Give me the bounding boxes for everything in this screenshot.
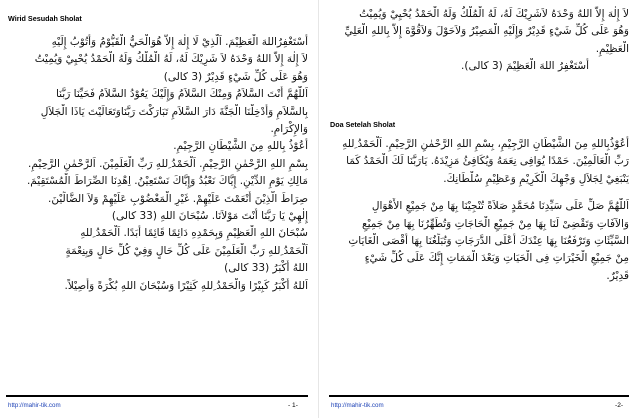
text-line: يَنْبَغِيْ لِجَلاَلِ وَجْهِكَ الْكَرِيْمِ وَعَظِيْمِ سُلْطَانِكَ. [443, 172, 629, 185]
right-page-top-text [329, 6, 629, 76]
right-page [319, 0, 638, 418]
text-line: اَللهُ أَكْبَرُ كَبِيْرًا وَالْحَمْدُ ِللهِ كَثِيْرًا وَسُبْحَانَ اللهِ بُكْرَةً وَأَصِيْلاً. [64, 279, 308, 292]
text-line: صِرَاطَ الَّذِيْنَ أَنْعَمْتَ عَلَيْهِمْ. غَيْرِ الْمَغْضُوْبِ عَلَيْهِمْ وَلاَ الضَّالِّيْنَ. [48, 192, 308, 205]
text-line: وَهُوَ عَلَى كُلِّ شَيْءٍ قَدِيْرٌ وَإِلَيْهِ الْمَصِيْرُ وَلاَحَوْلَ وَلاَقُوَّةَ إِلاَّ بِاللهِ الْعَلِيِّ [344, 25, 629, 38]
text-line: أَسْتَغْفِرُاللهَ الْعَظِيْمَ. اَلَّذِيْ لَا إِلٰهَ إِلاَّ هُوَالْحَيُّ الْقَيُّوْمُ وَأَتُوْبُ إِلَيْهِ [51, 36, 308, 48]
text-line: اَلْحَمْدُ ِللهِ رَبِّ الْعَلَمِيْنَ عَلَى كُلِّ حَالٍ وَفِيْ كُلِّ حَالٍ وَبِنِعْمَةٍ [65, 244, 308, 257]
footer-link[interactable]: http://mahir-tik.com [331, 402, 384, 409]
text-line: قَدِيْرٌ. [606, 269, 629, 282]
text-line: بِالسَّلاَمِ وَأَدْخِلْنَا الْجَنَّةَ دَارَ السَّلاَمِ تَبَارَكْتَ رَبَّنَاوَتَعَالَيْتَ يَاذَا الْجَلاَلِ [40, 105, 308, 118]
left-page-heading: Wirid Sesudah Sholat [8, 14, 82, 23]
text-line: الْعَظِيْمِ. [595, 42, 629, 55]
page-number: - 1- [288, 402, 298, 409]
text-line: إِلٰهِيْ يَا رَبَّنَا أَنْتَ مَوْلاَنَا. سُبْحَانَ اللهِ (33 كالى) [111, 210, 308, 223]
text-line: اَللّٰهُمَّ صَلِّ عَلَى سَيِّدِنَا مُحَمَّدٍ صَلاَةً تُنْجِيْنَا بِهَا مِنْ جَمِيْعِ الأَهْوَالِ [371, 200, 629, 213]
text-line: أَعُوْذُبِاللهِ مِنَ الشَّيْطَانِ الرَّجِيْمِ، بِسْمِ اللهِ الرَّحْمٰنِ الرَّحِيْمِ. اَلْحَمْدُ ِللهِ [342, 138, 629, 150]
text-line: مَالِكِ يَوْمِ الدِّيْنِ. إِيَّاكَ نَعْبُدُ وَإِيَّاكَ نَسْتَعِيْنُ. اِهْدِنَا الصِّرَاطَ الْمُسْتَقِيْمَ. [26, 175, 308, 188]
footer-link[interactable]: http://mahir-tik.com [8, 402, 61, 409]
text-line: اللهُ أَكْبَرُ (33 كالى) [224, 262, 308, 275]
page-number: -2- [615, 402, 624, 409]
left-page-text [10, 34, 308, 295]
footer-rule [6, 395, 308, 397]
text-line: وَالآفَاتِ وَتَقْضِىْ لَنَا بِهَا مِنْ جَمِيْعِ الْحَاجَاتِ وَتُطَهِّرُنَا بِهَا مِنْ جَمِيْعِ [361, 217, 629, 230]
text-line: أَسْتَغْفِرُ اللهَ الْعَظِيْمَ (3 كالى). [461, 60, 589, 73]
text-line: سُبْحَانَ اللهِ الْعَظِيْمِ وَبِحَمْدِهِ دَائِمًا قَائِمًا أَبَدًا. اَلْحَمْدُ ِللهِ [80, 227, 308, 240]
text-line: السَّيِّئَاتِ وَتَرْفَعُنَا بِهَا عِنْدَكَ أَعْلَى الدَّرَجَاتِ وَتُبَلِّغُنَا بِهَا أَقْصَى الْغَايَاتِ [348, 235, 629, 248]
text-line: اَللّٰهُمَّ أَنْتَ السَّلاَمُ وَمِنْكَ السَّلاَمُ وَإِلَيْكَ يَعُوْدُ السَّلاَمُ فَحَيِّنَا رَبَّنَا [55, 88, 308, 101]
text-line: مِنْ جَمِيْعِ الْخَيْرَاتِ فِى الْحَيَاتِ وَبَعْدَ الْمَمَاتِ إِنَّكَ عَلَى كُلِّ شَيْءٍ [364, 252, 629, 265]
text-line: بِسْمِ اللهِ الرَّحْمٰنِ الرَّحِيْمِ. اَلْحَمْدُ ِللهِ رَبِّ الْعَلَمِيْنَ. اَلرَّحْمٰنِ الرَّحِيْمِ. [28, 157, 308, 170]
text-line: وَهُوَ عَلَى كُلِّ شَيْءٍ قَدِيْرٌ (3 كالى) [163, 70, 308, 83]
text-line: لاَ إِلٰهَ إِلاَّ اللهُ وَحْدَهُ لاَشَرِيْكَ لَهُ، لَهُ الْمُلْكُ وَلَهُ الْحَمْدُ يُحْيِيْ وَيُمِيْتُ [359, 8, 629, 20]
text-line: رَبِّ الْعَالَمِيْنَ. حَمْدًا يُوَافِى نِعَمَهُ وَيُكَافِئُ مَزِيْدَهُ. يَارَبَّنَا لَكَ الْحَمْدُ كَمَا [346, 155, 629, 168]
text-line: أَعُوْذُ بِاللهِ مِنَ الشَّيْطَانِ الرَّجِيْمِ. [173, 140, 308, 153]
right-page-text [329, 136, 629, 285]
text-line: لاَ إِلٰهَ إِلاَّ اللهُ وَحْدَهُ لاَ شَرِيْكَ لَهُ، لَهُ الْمُلْكُ وَلَهُ الْحَمْدُ يُحْيِيْ وَيُمِيْتُ [34, 53, 308, 66]
footer-rule [329, 395, 629, 397]
text-line: وَالإِكْرَامِ. [270, 123, 308, 136]
right-page-heading: Doa Setelah Sholat [330, 120, 396, 129]
